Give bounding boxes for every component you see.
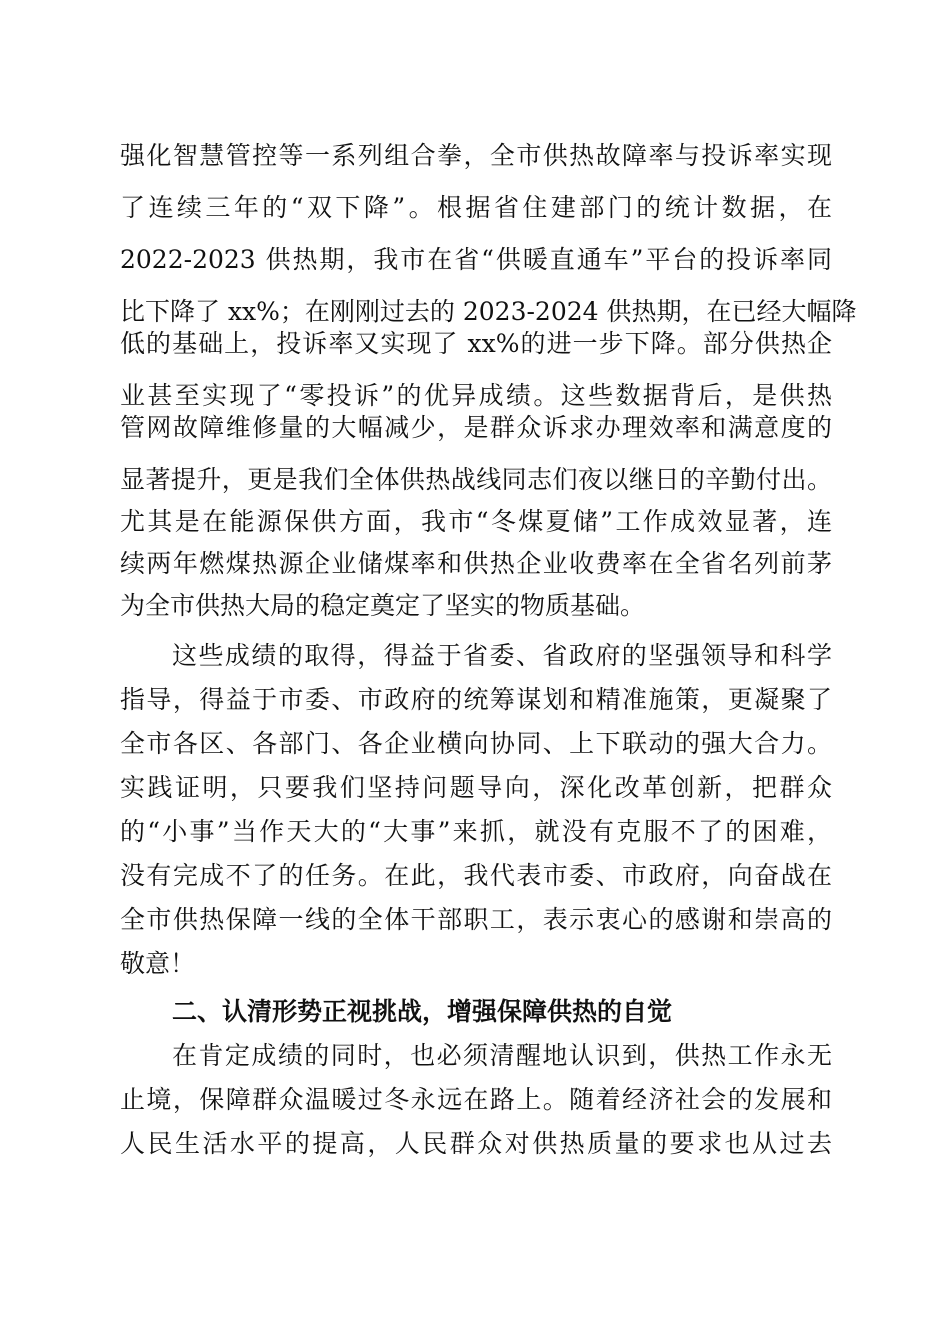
paragraph-1-line-10: 续两年燃煤热源企业储煤率和供热企业收费率在全省名列前茅 xyxy=(120,549,832,578)
paragraph-1-line-1: 强化智慧管控等一系列组合拳，全市供热故障率与投诉率实现 xyxy=(120,141,832,170)
paragraph-1-line-11: 为全市供热大局的稳定奠定了坚实的物质基础。 xyxy=(120,591,646,620)
paragraph-2-line-6: 没有完成不了的任务。在此，我代表市委、市政府，向奋战在 xyxy=(120,861,832,890)
paragraph-2-line-4: 实践证明，只要我们坚持问题导向，深化改革创新，把群众 xyxy=(120,773,832,802)
paragraph-1-line-4: 比下降了 xx%；在刚刚过去的 2023-2024 供热期，在已经大幅降 xyxy=(120,297,857,326)
paragraph-3-line-2: 止境，保障群众温暖过冬永远在路上。随着经济社会的发展和 xyxy=(120,1085,832,1114)
paragraph-3-line-3: 人民生活水平的提高，人民群众对供热质量的要求也从过去 xyxy=(120,1129,832,1158)
paragraph-1-line-9: 尤其是在能源保供方面，我市“冬煤夏储”工作成效显著，连 xyxy=(120,507,832,536)
paragraph-2-line-8: 敬意！ xyxy=(120,949,196,978)
paragraph-2-line-2: 指导，得益于市委、市政府的统筹谋划和精准施策，更凝聚了 xyxy=(120,685,832,714)
paragraph-2-line-5: 的“小事”当作天大的“大事”来抓，就没有克服不了的困难， xyxy=(120,817,832,846)
paragraph-2-line-7: 全市供热保障一线的全体干部职工，表示衷心的感谢和崇高的 xyxy=(120,905,832,934)
paragraph-2-line-1: 这些成绩的取得，得益于省委、省政府的坚强领导和科学 xyxy=(172,641,832,670)
paragraph-1-line-2: 了连续三年的“双下降”。根据省住建部门的统计数据，在 xyxy=(120,193,832,222)
paragraph-1-line-7: 管网故障维修量的大幅减少，是群众诉求办理效率和满意度的 xyxy=(120,413,832,442)
paragraph-2-line-3: 全市各区、各部门、各企业横向协同、上下联动的强大合力。 xyxy=(120,729,832,758)
paragraph-1-line-5: 低的基础上，投诉率又实现了 xx%的进一步下降。部分供热企 xyxy=(120,329,832,358)
paragraph-1-line-3: 2022-2023 供热期，我市在省“供暖直通车”平台的投诉率同 xyxy=(120,245,832,274)
paragraph-1-line-6: 业甚至实现了“零投诉”的优异成绩。这些数据背后，是供热 xyxy=(120,381,832,410)
paragraph-1-line-8: 显著提升，更是我们全体供热战线同志们夜以继日的辛勤付出。 xyxy=(120,465,832,494)
section-heading: 二、认清形势正视挑战，增强保障供热的自觉 xyxy=(172,997,673,1026)
paragraph-3-line-1: 在肯定成绩的同时，也必须清醒地认识到，供热工作永无 xyxy=(172,1041,832,1070)
